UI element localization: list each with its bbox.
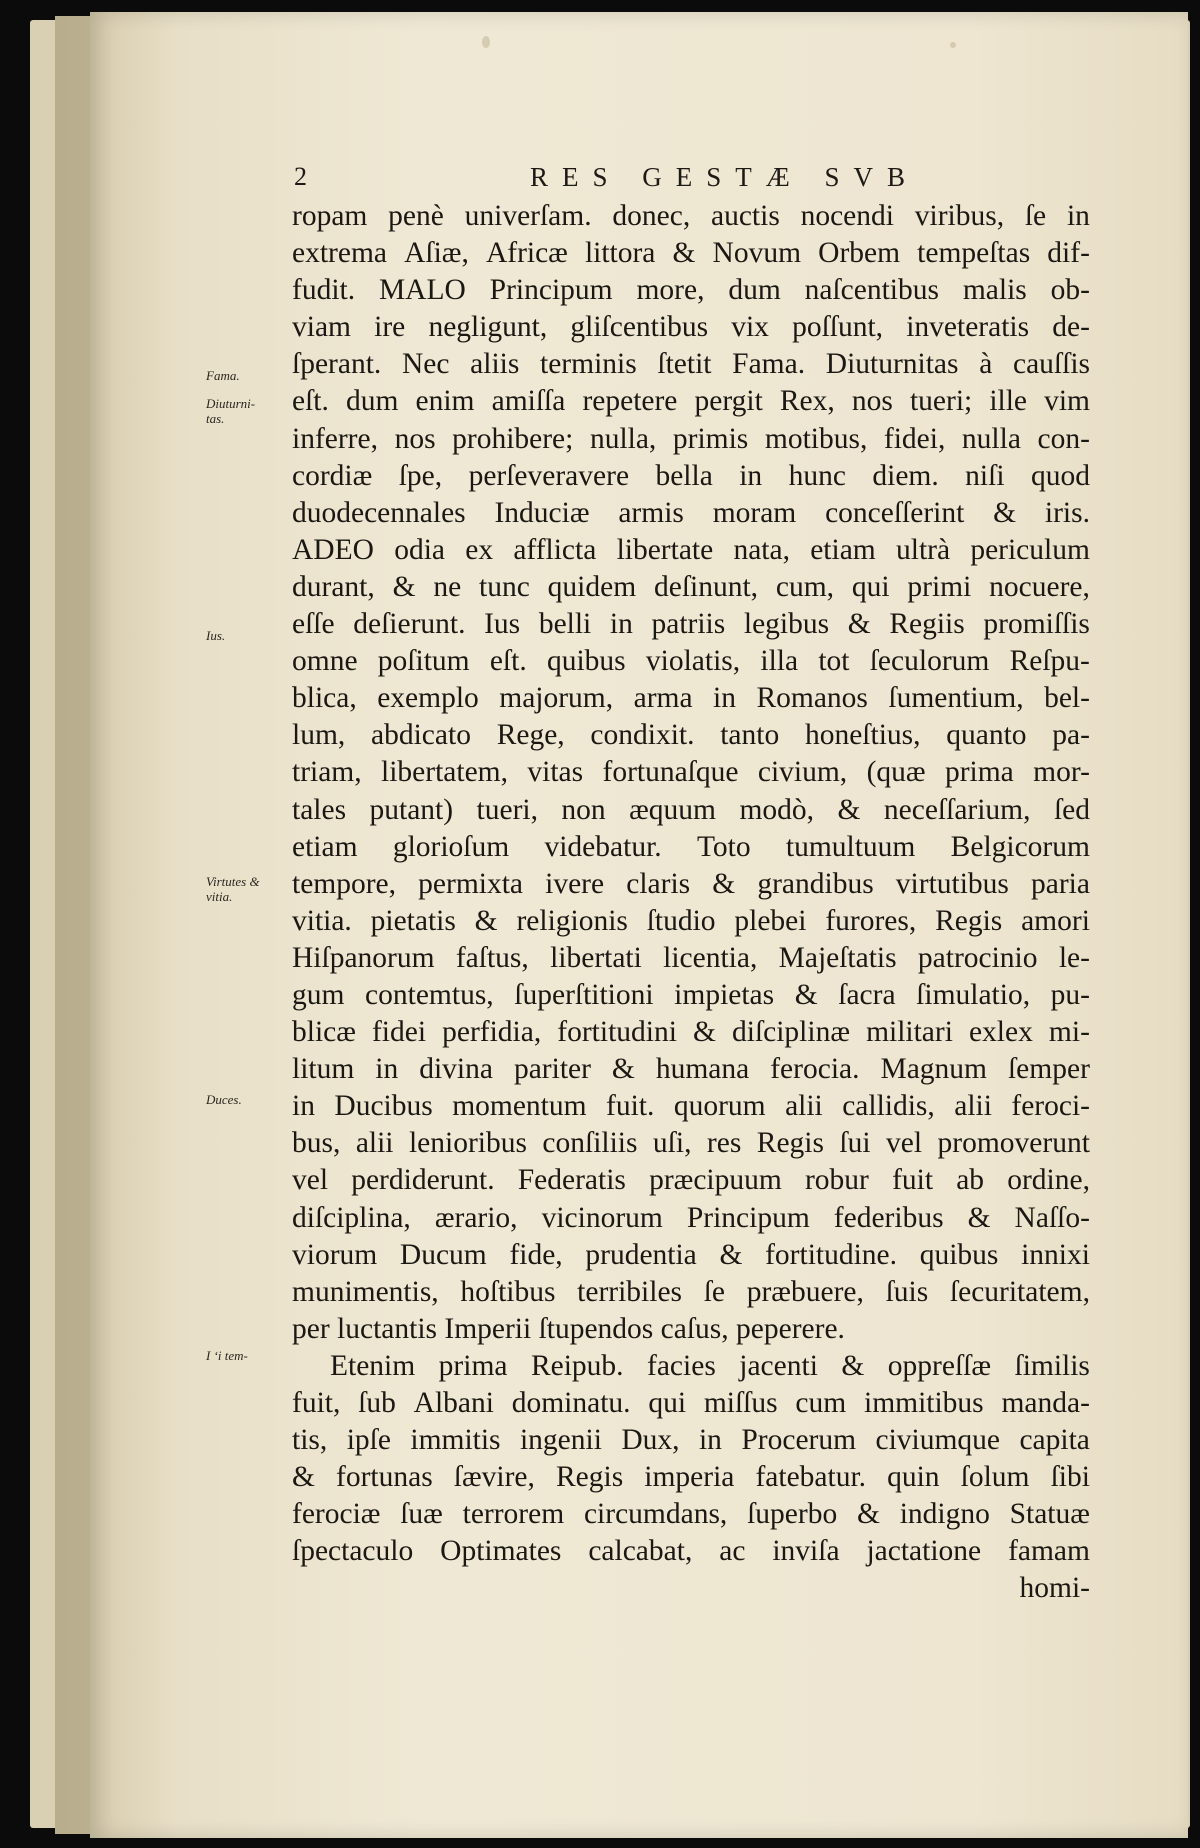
text-line: cordiæ ſpe, perſeveravere bella in hunc diem. niſi quod (292, 459, 1090, 492)
text-line: munimentis, hoſtibus terribiles ſe præbuere, ſuis ſecuritatem, (292, 1275, 1090, 1308)
text-line: vel perdiderunt. Federatis præcipuum robur fuit ab ordine, (292, 1164, 1090, 1197)
text-line: tis, ipſe immitis ingenii Dux, in Procerum civiumque capita (292, 1424, 1090, 1457)
text-line: ſpectaculo Optimates calcabat, ac inviſa jactatione famam (292, 1535, 1090, 1568)
running-title: RES GESTÆ SVB (530, 162, 920, 192)
text-line: eſt. dum enim amiſſa repetere pergit Rex, nos tueri; ille vim (292, 385, 1090, 418)
catchword: homi- (1019, 1572, 1090, 1605)
text-line: Etenim prima Reipub. facies jacenti & oppreſſæ ſimilis (330, 1349, 1090, 1382)
body-text (292, 198, 1090, 1608)
text-line: diſciplina, ærario, vicinorum Principum federibus & Naſſo- (292, 1201, 1090, 1234)
text-line: etiam glorioſum videbatur. Toto tumultuum Belgicorum (292, 830, 1090, 863)
text-line: lum, abdicato Rege, condixit. tanto honeſtius, quanto pa- (292, 719, 1090, 752)
text-line: blicæ fidei perfidia, fortitudini & diſciplinæ militari exlex mi- (292, 1016, 1090, 1049)
text-line: tales putant) tueri, non æquum modò, & neceſſarium, ſed (292, 793, 1090, 826)
text-line: bus, alii lenioribus conſiliis uſi, res Regis ſui vel promoverunt (292, 1127, 1090, 1160)
running-head (0, 162, 1200, 202)
text-line: fuit, ſub Albani dominatu. qui miſſus cum immitibus manda- (292, 1387, 1090, 1419)
page-number: 2 (294, 162, 307, 191)
text-line: tempore, permixta ivere claris & grandibus virtutibus paria (292, 867, 1090, 900)
text-line: eſſe deſierunt. Ius belli in patriis legibus & Regiis promiſſis (292, 608, 1090, 641)
text-line: omne poſitum eſt. quibus violatis, illa tot ſeculorum Reſpu- (292, 645, 1090, 678)
paper-stain (482, 36, 490, 48)
text-line: Hiſpanorum faſtus, libertati licentia, Majeſtatis patrocinio le- (292, 941, 1090, 974)
text-line: inferre, nos prohibere; nulla, primis motibus, fidei, nulla con- (292, 422, 1090, 455)
text-line: ropam penè univerſam. donec, auctis nocendi viribus, ſe in (292, 200, 1090, 232)
text-line: & fortunas ſævire, Regis imperia fatebatur. quin ſolum ſibi (292, 1461, 1090, 1494)
text-line: duodecennales Induciæ armis moram conceſſerint & iris. (292, 496, 1090, 529)
text-line: blica, exemplo majorum, arma in Romanos ſumentium, bel- (292, 682, 1090, 715)
margin-note: Ius. (206, 628, 226, 643)
text-line: durant, & ne tunc quidem deſinunt, cum, qui primi nocuere, (292, 570, 1090, 603)
text-line: ſperant. Nec aliis terminis ſtetit Fama. Diuturnitas à cauſſis (292, 348, 1090, 381)
text-line: viorum Ducum fide, prudentia & fortitudine. quibus innixi (292, 1238, 1090, 1271)
margin-note: Diuturni-tas. (206, 396, 256, 426)
margin-note: Fama. (206, 368, 240, 383)
margin-note: Virtutes & vitia. (206, 874, 260, 904)
text-line: gum contemtus, ſuperſtitioni impietas & ſacra ſimulatio, pu- (292, 978, 1090, 1011)
text-line: ferociæ ſuæ terrorem circumdans, ſuperbo & indigno Statuæ (292, 1498, 1090, 1531)
text-line: fudit. MALO Principum more, dum naſcentibus malis ob- (292, 274, 1090, 307)
text-line: triam, libertatem, vitas fortunaſque civium, (quæ prima mor- (292, 756, 1090, 789)
text-line: vitia. pietatis & religionis ſtudio plebei furores, Regis amori (292, 904, 1090, 937)
text-line: litum in divina pariter & humana ferocia. Magnum ſemper (292, 1053, 1090, 1086)
text-line: viam ire negligunt, gliſcentibus vix poſſunt, inveteratis de- (292, 311, 1090, 344)
text-line: in Ducibus momentum fuit. quorum alii callidis, alii feroci- (292, 1090, 1090, 1123)
margin-note: I ‘i tem- (206, 1348, 248, 1363)
text-line: ADEO odia ex afflicta libertate nata, etiam ultrà periculum (292, 533, 1090, 566)
margin-note: Duces. (206, 1092, 242, 1107)
text-line: extrema Aſiæ, Africæ littora & Novum Orbem tempeſtas dif- (292, 237, 1090, 270)
text-line: per luctantis Imperii ſtupendos caſus, peperere. (292, 1312, 845, 1345)
paper-stain (950, 42, 956, 48)
